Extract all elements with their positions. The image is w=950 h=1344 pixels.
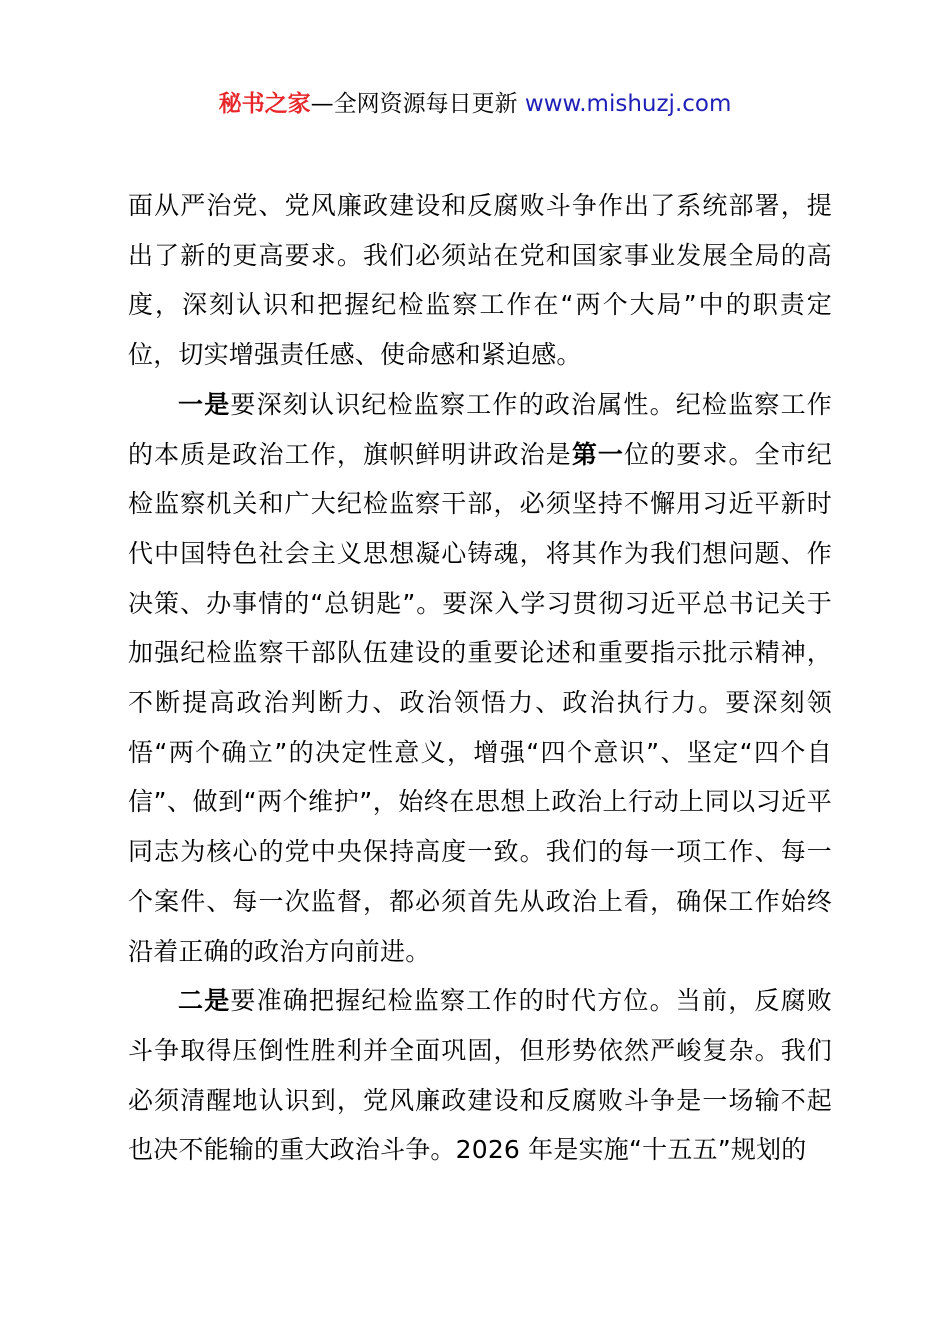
point-one-bold-mid: 第一 xyxy=(571,439,625,469)
site-tagline: —全网资源每日更新 xyxy=(310,91,525,117)
site-brand: 秘书之家 xyxy=(218,91,311,117)
page-header xyxy=(0,86,950,122)
paragraph-point-two xyxy=(128,976,832,1175)
document-body xyxy=(128,181,832,1175)
point-one-text-a: 要深刻认识纪检监察工作的政治属性。纪检监察工作的本质是政治工作，旗帜鲜明讲政治是 xyxy=(128,389,832,469)
point-two-text: 要准确把握纪检监察工作的时代方位。当前，反腐败斗争取得压倒性胜利并全面巩固，但形势依然严峻复杂。我们必须清醒地认识到，党风廉政建设和反腐败斗争是一场输不起也决不能输的重大政治斗争。2026 年是实施“十五五”规划的 xyxy=(128,986,832,1165)
point-one-lead: 一是 xyxy=(178,389,231,419)
paragraph-continued: 面从严治党、党风廉政建设和反腐败斗争作出了系统部署，提出了新的更高要求。我们必须站在党和国家事业发展全局的高度，深刻认识和把握纪检监察工作在“两个大局”中的职责定位，切实增强责任感、使命感和紧迫感。 xyxy=(128,191,832,370)
point-two-lead: 二是 xyxy=(178,986,231,1016)
paragraph-point-one xyxy=(128,380,832,976)
point-one-text-b: 位的要求。全市纪检监察机关和广大纪检监察干部，必须坚持不懈用习近平新时代中国特色社会主义思想凝心铸魂，将其作为我们想问题、作决策、办事情的“总钥匙”。要深入学习贯彻习近平总书记关于加强纪检监察干部队伍建设的重要论述和重要指示批示精神，不断提高政治判断力、政治领悟力、政治执行力。要深刻领悟“两个确立”的决定性意义，增强“四个意识”、坚定“四个自信”、做到“两个维护”，始终在思想上政治上行动上同以习近平同志为核心的党中央保持高度一致。我们的每一项工作、每一个案件、每一次监督，都必须首先从政治上看，确保工作始终沿着正确的政治方向前进。 xyxy=(128,439,832,966)
site-url-link[interactable]: www.mishuzj.com xyxy=(524,91,732,117)
